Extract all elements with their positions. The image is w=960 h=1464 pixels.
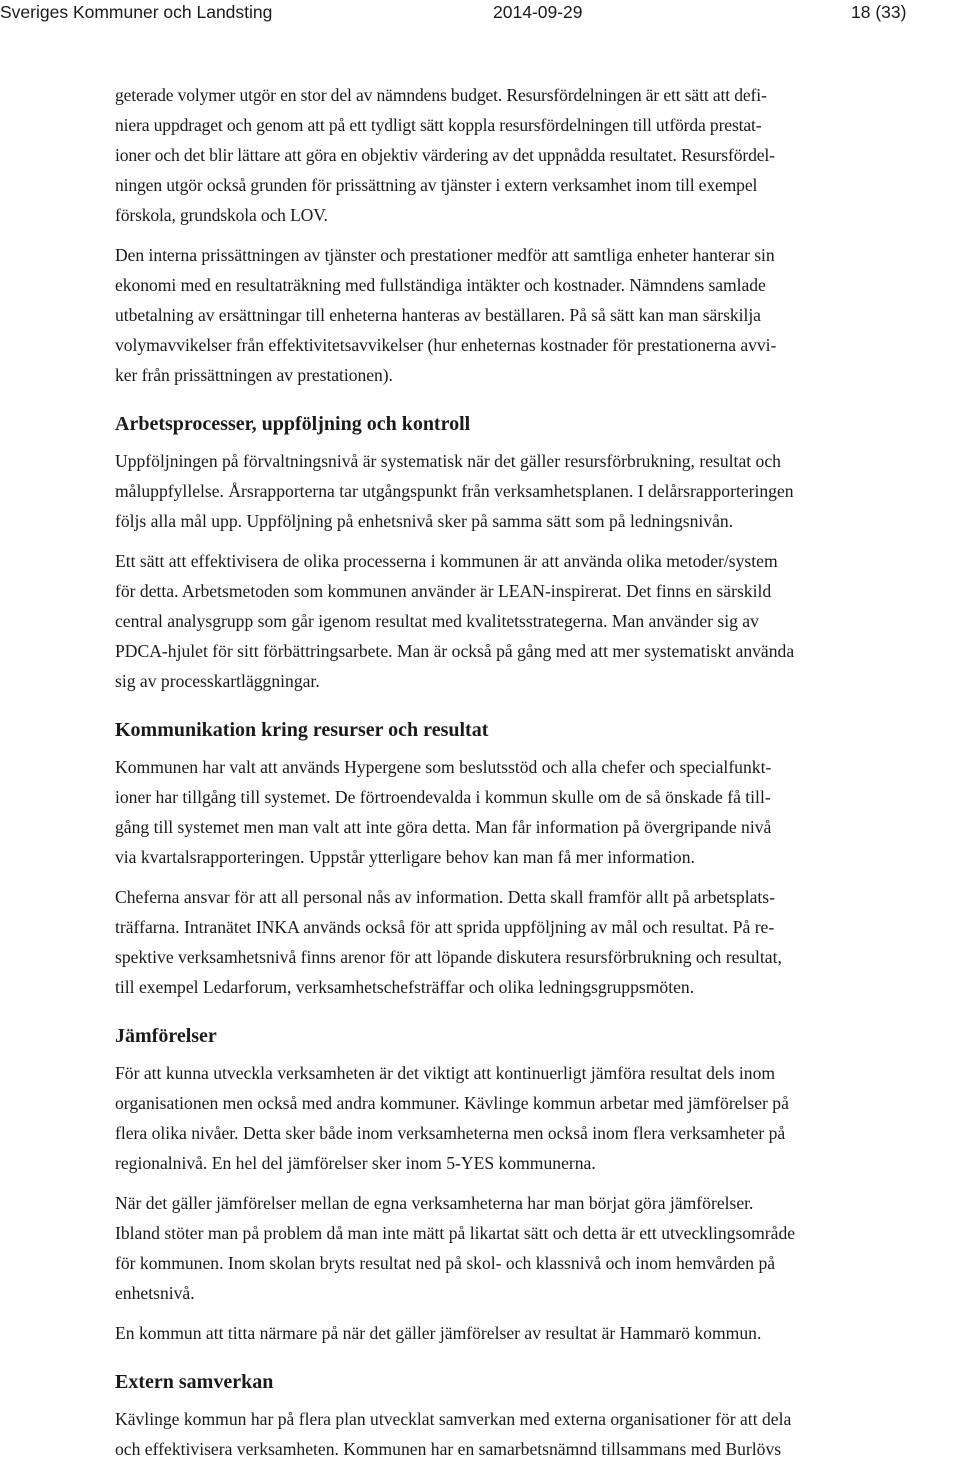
paragraph-hammaro: En kommun att titta närmare på när det gäller jämförelser av resultat är Hammarö kommun. [115, 1323, 762, 1343]
header-organization: Sveriges Kommuner och Landsting [0, 2, 273, 22]
paragraph-internal-comparisons: När det gäller jämförelser mellan de egna verksamheterna har man börjat göra jämförelser. Ibland stöter man på problem då man inte mätt på likartat sätt och detta är ett utvecklingsområde för kommunen. Inom skolan bryts resultat ned på skol- och klassnivå och inom hemvården på enhetsnivå. [115, 1193, 796, 1303]
paragraph-managers-information: Cheferna ansvar för att all personal nås av information. Detta skall framför allt på arbetsplats- träffarna. Intranätet INKA används också för att sprida uppföljning av mål och resultat. På re- spektive verksamhetsnivå finns arenor för att löpande diskutera resursförbrukning och resultat, till exempel Ledarforum, verksamhetschefsträffar och olika ledningsgruppsmöten. [115, 887, 782, 997]
heading-external-cooperation: Extern samverkan [115, 1371, 274, 1393]
paragraph-internal-pricing: Den interna prissättningen av tjänster och prestationer medför att samtliga enheter hanterar sin ekonomi med en resultaträkning med fullständiga intäkter och kostnader. Nämndens samlade utbetalning av ersättningar till enheterna hanteras av beställaren. På så sätt kan man särskilja volymavvikelser från effektivitetsavvikelser (hur enheternas kostnader för prestationerna avvi- ker från prissättningen av prestationen). [115, 245, 777, 385]
header-page-number: 18 (33) [851, 2, 907, 22]
heading-communication: Kommunikation kring resurser och resultat [115, 719, 489, 741]
section-comparisons [115, 1022, 960, 1348]
paragraph-hypergene: Kommunen har valt att används Hypergene som beslutsstöd och alla chefer och specialfunkt- ioner har tillgång till systemet. De förtroendevalda i kommun skulle om de så önskade få till- gång till systemet men man valt att inte göra detta. Man får information på övergripande nivå via kvartalsrapporteringen. Uppstår ytterligare behov kan man få mer information. [115, 757, 772, 867]
heading-comparisons: Jämförelser [115, 1025, 217, 1047]
heading-work-processes: Arbetsprocesser, uppföljning och kontroll [115, 413, 471, 435]
intro-section [115, 80, 960, 390]
paragraph-comparisons-intro: För att kunna utveckla verksamheten är det viktigt att kontinuerligt jämföra resultat dels inom organisationen men också med andra kommuner. Kävlinge kommun arbetar med jämförelser på flera olika nivåer. Detta sker både inom verksamheterna men också inom flera verksamheter på regionalnivå. En hel del jämförelser sker inom 5-YES kommunerna. [115, 1063, 789, 1173]
section-work-processes [115, 410, 960, 696]
header-date: 2014-09-29 [493, 2, 583, 22]
section-external-cooperation [115, 1368, 960, 1464]
paragraph-efficiency-methods: Ett sätt att effektivisera de olika processerna i kommunen är att använda olika metoder/system för detta. Arbetsmetoden som kommunen använder är LEAN-inspirerat. Det finns en särskild central analysgrupp som går igenom resultat med kvalitetsstrategerna. Man använder sig av PDCA-hjulet för sitt förbättringsarbete. Man är också på gång med att mer systematiskt använda sig av processkartläggningar. [115, 551, 795, 691]
document-body [115, 80, 960, 1464]
paragraph-external-cooperation: Kävlinge kommun har på flera plan utvecklat samverkan med externa organisationer för att dela och effektivisera verksamheten. Kommunen har en samarbetsnämnd tillsammans med Burlövs [115, 1409, 792, 1459]
paragraph-resource-allocation: geterade volymer utgör en stor del av nämndens budget. Resursfördelningen är ett sätt att defi- niera uppdraget och genom att på ett tydligt sätt koppla resursfördelningen till utförda prestat- ioner och det blir lättare att göra en objektiv värdering av det uppnådda resultatet. Resursfördel- ningen utgör också grunden för prissättning av tjänster i extern verksamhet inom till exempel förskola, grundskola och LOV. [115, 85, 775, 225]
section-communication [115, 716, 960, 1002]
page-header [0, 0, 960, 32]
paragraph-follow-up: Uppföljningen på förvaltningsnivå är systematisk när det gäller resursförbrukning, resultat och måluppfyllelse. Årsrapporterna tar utgångspunkt från verksamhetsplanen. I delårsrapporteringen följs alla mål upp. Uppföljning på enhetsnivå sker på samma sätt som på ledningsnivån. [115, 451, 794, 531]
